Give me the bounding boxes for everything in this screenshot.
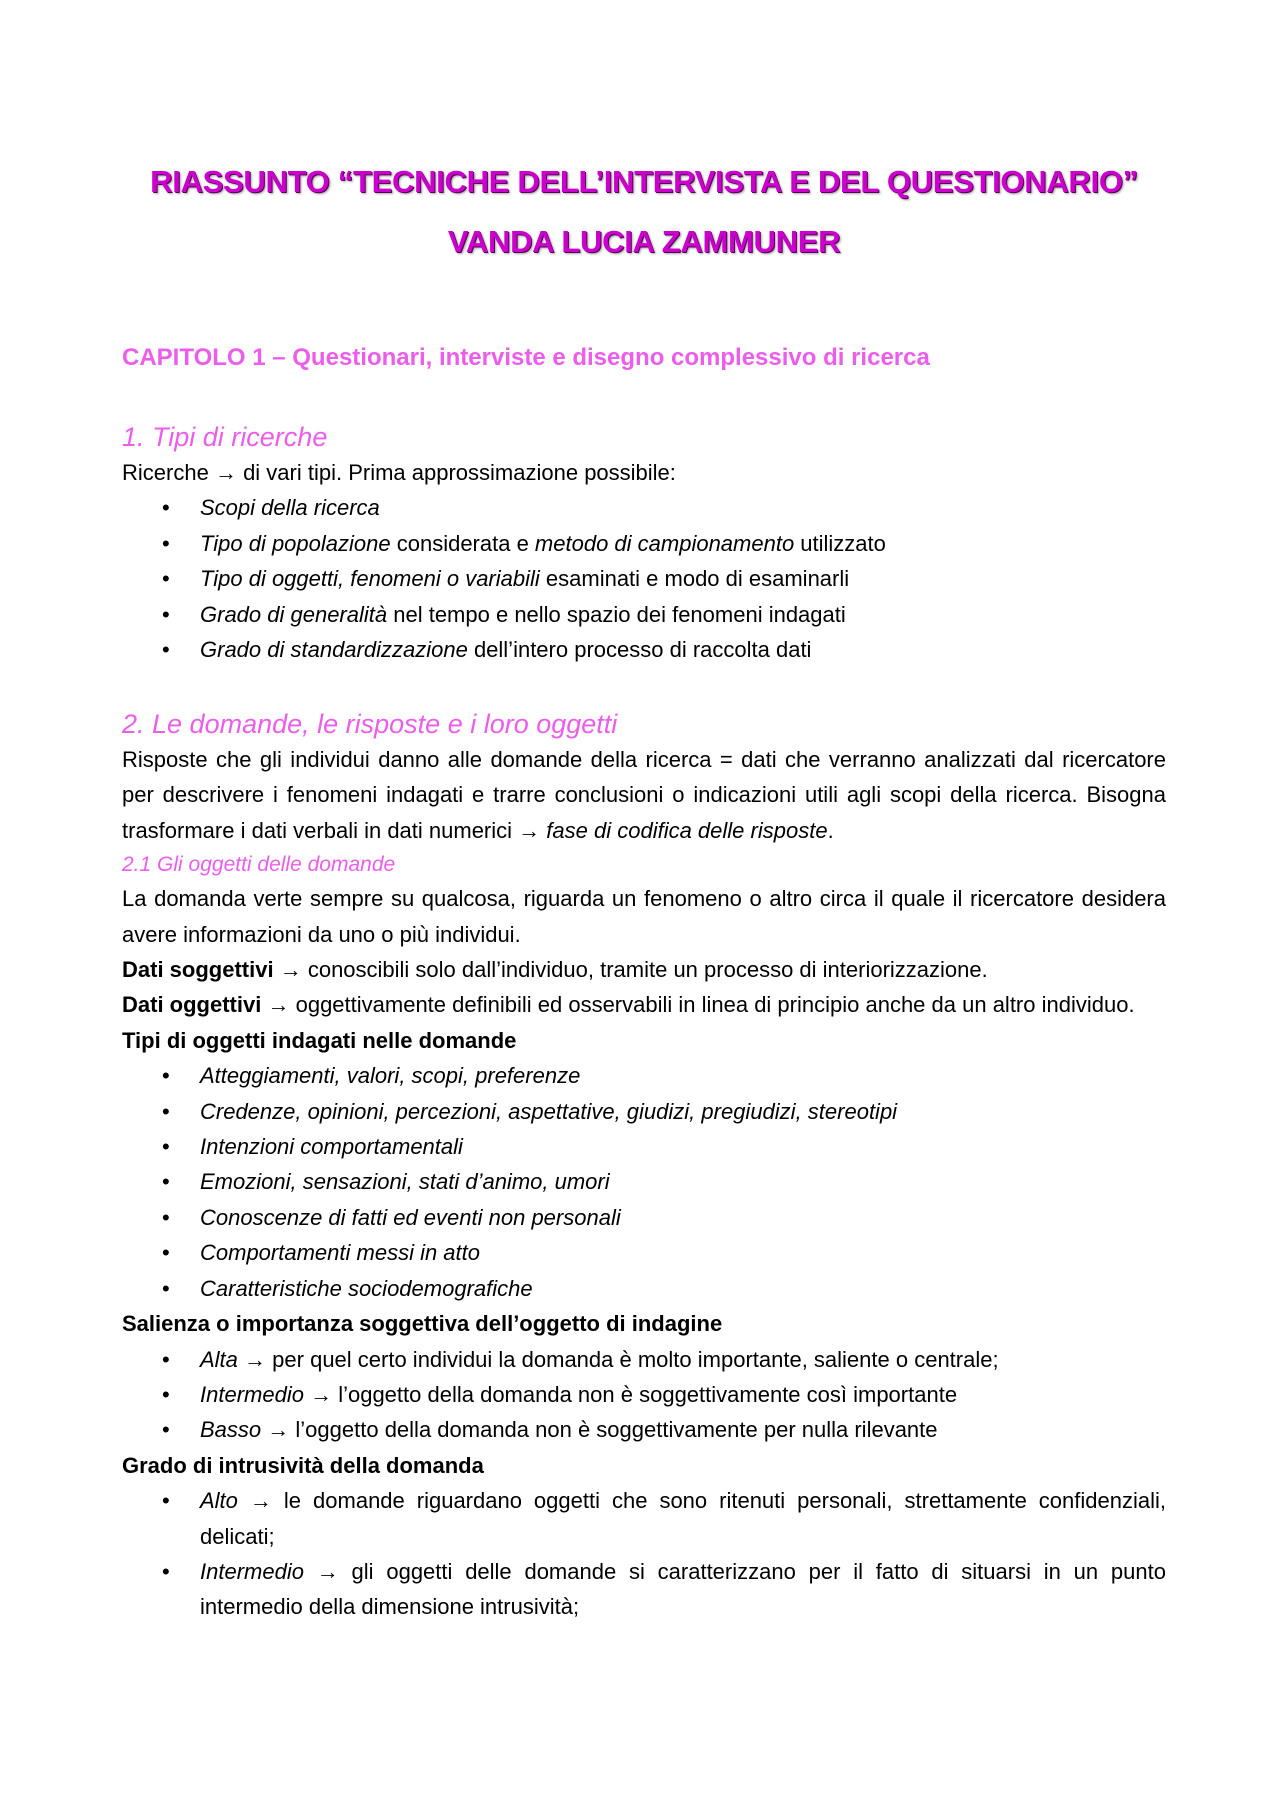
item-text: le domande riguardano oggetti che sono ritenuti personali, strettamente confidenziali, delicati; [200,1488,1166,1549]
item-text: gli oggetti delle domande si caratterizzano per il fatto di situarsi in un punto intermedio della dimensione intrusività; [200,1558,1166,1620]
arrow-icon: → [267,1417,290,1443]
list-item [122,1412,1166,1447]
section-1-heading: 1. Tipi di ricerche [122,422,328,452]
item-text: utilizzato [794,530,886,556]
paragraph-term: fase di codifica delle risposte [546,817,828,843]
list-item [122,1129,1166,1164]
list-item [122,597,1166,632]
item-term: Tipo di popolazione [200,530,391,556]
arrow-icon: → [316,1558,339,1584]
item-text: Caratteristiche sociodemografiche [200,1275,533,1301]
subjective-data-definition [122,952,1166,987]
list-item [122,1235,1166,1270]
subsection-2-1-heading: 2.1 Gli oggetti delle domande [122,853,396,877]
definition-term: Dati soggettivi [122,957,274,983]
object-types-list [122,1058,1166,1306]
definition-text: oggettivamente definibili ed osservabili in linea di principio anche da un altro individuo. [295,992,1135,1018]
list-item [122,1200,1166,1235]
list-item [122,1271,1166,1306]
arrow-icon: → [267,992,290,1018]
item-text: Atteggiamenti, valori, scopi, preferenze [200,1063,581,1089]
item-text: Intenzioni comportamentali [200,1134,463,1160]
list-item [122,632,1166,667]
section-1-intro [122,455,1166,490]
list-item [122,1377,1166,1412]
item-text: esaminati e modo di esaminarli [539,566,850,592]
object-types-heading: Tipi di oggetti indagati nelle domande [122,1027,517,1053]
item-text: Scopi della ricerca [200,495,380,521]
list-item [122,490,1166,525]
item-term: Grado di generalità [200,601,388,627]
intrusiveness-heading: Grado di intrusività della domanda [122,1452,484,1478]
item-term: Grado di standardizzazione [200,637,468,663]
item-text: considerata e [390,530,535,556]
definition-term: Dati oggettivi [122,992,262,1018]
arrow-icon: → [310,1381,333,1407]
arrow-icon: → [214,460,237,485]
list-item [122,1094,1166,1129]
arrow-icon: → [244,1346,267,1372]
item-term: metodo di campionamento [534,530,795,556]
item-text: l’oggetto della domanda non è soggettivamente per nulla rilevante [295,1417,938,1443]
section-2 [122,707,1166,1625]
list-item [122,1342,1166,1377]
arrow-icon: → [279,957,302,983]
intro-text: di vari tipi. Prima approssimazione possibile: [243,460,676,485]
arrow-icon: → [249,1488,272,1514]
section-2-paragraph [122,742,1166,848]
objective-data-definition [122,987,1166,1022]
definition-text: conoscibili solo dall’individuo, tramite un processo di interiorizzazione. [307,957,988,983]
research-types-list [122,490,1166,667]
item-text: Emozioni, sensazioni, stati d’animo, umori [200,1169,610,1195]
section-1 [122,420,1166,667]
item-term: Tipo di oggetti, fenomeni o variabili [200,566,540,592]
item-term: Intermedio [200,1558,304,1584]
paragraph-end: . [827,817,834,843]
item-text: Conoscenze di fatti ed eventi non personali [200,1204,621,1230]
item-text: l’oggetto della domanda non è soggettivamente così importante [338,1381,958,1407]
item-term: Alto [200,1488,238,1514]
list-item [122,526,1166,561]
list-item [122,1483,1166,1554]
document-title-line-2: VANDA LUCIA ZAMMUNER [447,224,841,259]
item-term: Basso [200,1417,262,1443]
list-item [122,1058,1166,1093]
item-text: Comportamenti messi in atto [200,1240,480,1266]
list-item [122,1164,1166,1199]
item-text: Credenze, opinioni, percezioni, aspettative, giudizi, pregiudizi, stereotipi [200,1098,898,1124]
list-item [122,1554,1166,1625]
arrow-icon: → [518,817,541,843]
document-title-line-1: RIASSUNTO “TECNICHE DELL’INTERVISTA E DEL QUESTIONARIO” [150,164,1138,199]
paragraph-text: Risposte che gli individui danno alle domande della ricerca = dati che verranno analizzati dal ricercatore per descrivere i fenomeni indagati e trarre conclusioni o indicazioni utili agli scopi della ricerca. Bisogna trasformare i dati verbali in dati numerici [122,747,1166,843]
item-text: dell’intero processo di raccolta dati [467,637,812,663]
subsection-2-1-paragraph: La domanda verte sempre su qualcosa, riguarda un fenomeno o altro circa il quale il ricercatore desidera avere informazioni da uno o più individui. [122,886,1166,947]
item-term: Intermedio [200,1381,304,1407]
salience-list [122,1342,1166,1448]
section-2-heading: 2. Le domande, le risposte e i loro oggetti [122,709,618,739]
intrusiveness-list [122,1483,1166,1625]
list-item [122,561,1166,596]
intro-term: Ricerche [122,460,209,485]
item-text: nel tempo e nello spazio dei fenomeni indagati [387,601,846,627]
item-text: per quel certo individui la domanda è molto importante, saliente o centrale; [272,1346,999,1372]
chapter-heading: CAPITOLO 1 – Questionari, interviste e disegno complessivo di ricerca [122,344,930,371]
item-term: Alta [200,1346,238,1372]
salience-heading: Salienza o importanza soggettiva dell’oggetto di indagine [122,1311,723,1337]
